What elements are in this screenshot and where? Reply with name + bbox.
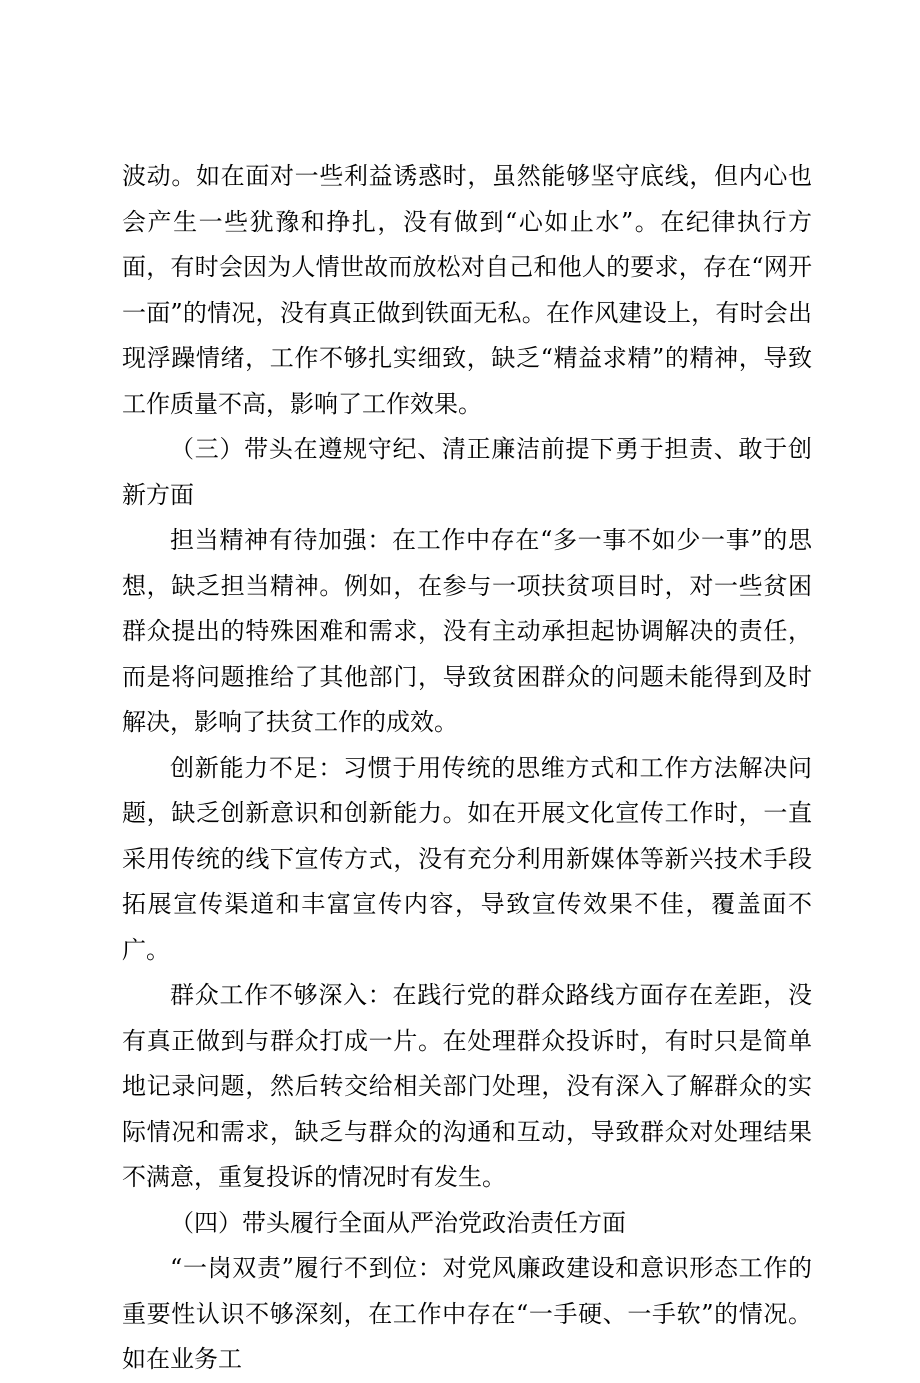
paragraph-responsibility: 担当精神有待加强：在工作中存在“多一事不如少一事”的思想，缺乏担当精神。例如，在参与一项扶贫项目时，对一些贫困群众提出的特殊困难和需求，没有主动承担起协调解决的责任，而是将问题推给了其他部门，导致贫困群众的问题未能得到及时解决，影响了扶贫工作的成效。 (122, 526, 812, 736)
paragraph-continued: 波动。如在面对一些利益诱惑时，虽然能够坚守底线，但内心也会产生一些犹豫和挣扎，没有做到“心如止水”。在纪律执行方面，有时会因为人情世故而放松对自己和他人的要求，存在“网开一面”的情况，没有真正做到铁面无私。在作风建设上，有时会出现浮躁情绪，工作不够扎实细致，缺乏“精益求精”的精神，导致工作质量不高，影响了工作效果。 (122, 162, 812, 418)
section-heading-3: （三）带头在遵规守纪、清正廉洁前提下勇于担责、敢于创新方面 (122, 435, 812, 509)
paragraph-dual-duty: “一岗双责”履行不到位：对党风廉政建设和意识形态工作的重要性认识不够深刻，在工作中存在“一手硬、一手软”的情况。如在业务工 (122, 1254, 812, 1373)
section-heading-4: （四）带头履行全面从严治党政治责任方面 (170, 1208, 626, 1237)
paragraph-innovation: 创新能力不足：习惯于用传统的思维方式和工作方法解决问题，缺乏创新意识和创新能力。如在开展文化宣传工作时，一直采用传统的线下宣传方式，没有充分利用新媒体等新兴技术手段拓展宣传渠道和丰富宣传内容，导致宣传效果不佳，覆盖面不广。 (122, 753, 812, 964)
paragraph-mass-work: 群众工作不够深入：在践行党的群众路线方面存在差距，没有真正做到与群众打成一片。在处理群众投诉时，有时只是简单地记录问题，然后转交给相关部门处理，没有深入了解群众的实际情况和需求，缺乏与群众的沟通和互动，导致群众对处理结果不满意，重复投诉的情况时有发生。 (122, 981, 812, 1191)
document-body (122, 154, 812, 1383)
